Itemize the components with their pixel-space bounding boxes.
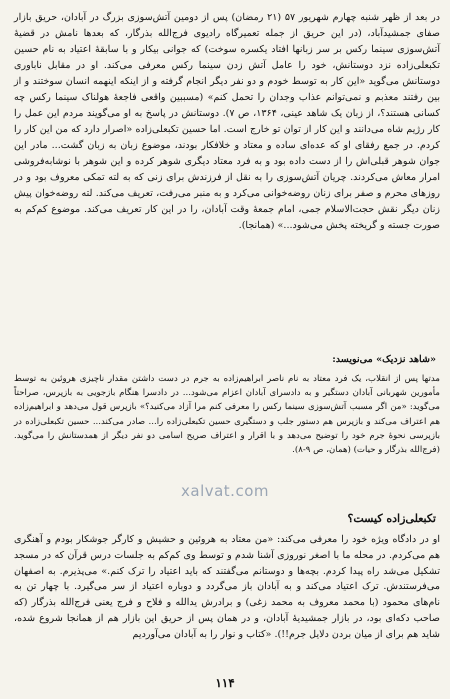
section-heading: تکبعلی‌زاده کیست؟ — [347, 512, 436, 525]
paragraph-2 — [14, 532, 440, 643]
paragraph-2-text: او در دادگاه ویژه خود را معرفی می‌کند: «من معتاد به هروئین و حشیش و کارگر جوشکار بودم و آهنگری هم می‌کردم. در محله ما با اصغر نوروزی آشنا شدم و توسط وی کم‌کم به جلسات درس قرآن که در مسجد تشکیل می‌شد راه پیدا کردم. بچه‌ها و دوستانم می‌گفتند که باید اعتیاد را ترک کنم.» می‌پذیرم. به اصفهان می‌فرستندش. ترک اعتیاد می‌کند و به آبادان باز می‌گردد و دوباره اعتیاد از سر می‌گیرد. با چهار تن به نام‌های محمود (با محمد معروف به محمد زغی) و برادرش یدالله و فلاح و فرج یعنی فرج‌الله بذرگار (که صاحب دکه‌ای بود، در بازار جمشیدیهٔ آبادان، و در همان پس از حریق این بازار هم از همانجا شروع شده، شاید هم برای از میان بردن دلایل جرم!!). «کتاب و نوار را به آبادان می‌آوردیم — [14, 534, 440, 640]
paragraph-1-text: در بعد از ظهر شنبه چهارم شهریور ۵۷ (۲۱ رمضان) پس از دومین آتش‌سوزی بزرگ در آبادان، حریق بازار صفای جمشیدآباد، (در این حریق از جمله تعمیرگاه رادیوی فرج‌الله بذرگار، که بعدها نامش در قضیهٔ آتش‌سوزی سینما رکس بر سر زبانها افتاد یکسره سوخت) که جوانی بیکار و با سابقهٔ اعتیاد به نام حسین تکبعلی‌زاده نزد دوستانش، خود را عامل آتش زدن سینما رکس معرفی می‌کند. او در مقابل ناباوری دوستانش می‌گوید «این کار به توسط خودم و دو نفر دیگر انجام گرفته و از اینکه اینهمه انسان سوختند و از بین رفتند معذبم و نمی‌توانم عذاب وجدان را تحمل کنم» (مسببین واقعی فاجعهٔ هولناک سینما رکس چه کسانی هستند؟، از زبان یک شاهد عینی، ۱۳۶۴، ص ۷). دوستانش در پاسخ به او می‌گویند مردم این عمل را کار رژیم شاه می‌دانند و این کار از توان تو خارج است. اما حسین تکبعلی‌زاده «اصرار دارد که من این کار را کردم. در جمع رفقای او که عده‌ای ساده و معتاد و خلافکار بودند، موضوع زبان به زبان گشت... مادر این جوان شوهر قبلی‌اش را از دست داده بود و به فرد معتاد دیگری شوهر کرده و این شوهر با نوشابه‌فروشی امرار معاش می‌کردند. چریان آتش‌سوزی را به نقل از فرزندش برای زنی که به لته تمکی معروف بود و در روزهای محرم و صفر برای زنان روضه‌خوانی می‌کرد و به منبر می‌رفت، تعریف می‌کند. لته روضه‌خوان پیش زنان دیگر نقش حجت‌الاسلام جمی، امام جمعهٔ وقت آبادان، را در این کار تعریف می‌کند. موضوع کم‌کم به صورت جسته و گریخته پخش می‌شود...» (همانجا). — [14, 12, 441, 231]
quote-title: «شاهد نزدیک» می‌نویسد: — [332, 354, 436, 365]
page-number: ۱۱۴ — [215, 676, 235, 690]
paragraph-1 — [14, 10, 440, 234]
watermark: xalvat.com — [181, 482, 269, 500]
quote-body: مدتها پس از انقلاب، یک فرد معتاد به نام ناصر ابراهیم‌زاده به جرم در دست داشتن مقدار ناچیزی هروئین به توسط مأمورین شهربانی آبادان دستگیر و به دادسرای آبادان اعزام می‌شود... در دادسرا هنگام بازجویی به بازپرس، صراحتاً می‌گوید: «من اگر مسبب آتش‌سوزی سینما رکس را معرفی کنم مرا آزاد می‌کنید؟» بازپرس قول می‌دهد و ابراهیم‌زاده هم اعتراف می‌کند و بازپرس هم دستور جلب و دستگیری حسین تکبعلی‌زاده را... صادر می‌کند... حسین تکبعلی‌زاده در بازپرسی نحوهٔ جرم خود را توضیح می‌دهد و با اقرار و اعتراف صریح اسامی دو نفر دیگر از همدستانش را می‌گوید. (فرج‌الله بذرگار و حیات) (همان، ص ۹-۸). — [14, 374, 440, 456]
